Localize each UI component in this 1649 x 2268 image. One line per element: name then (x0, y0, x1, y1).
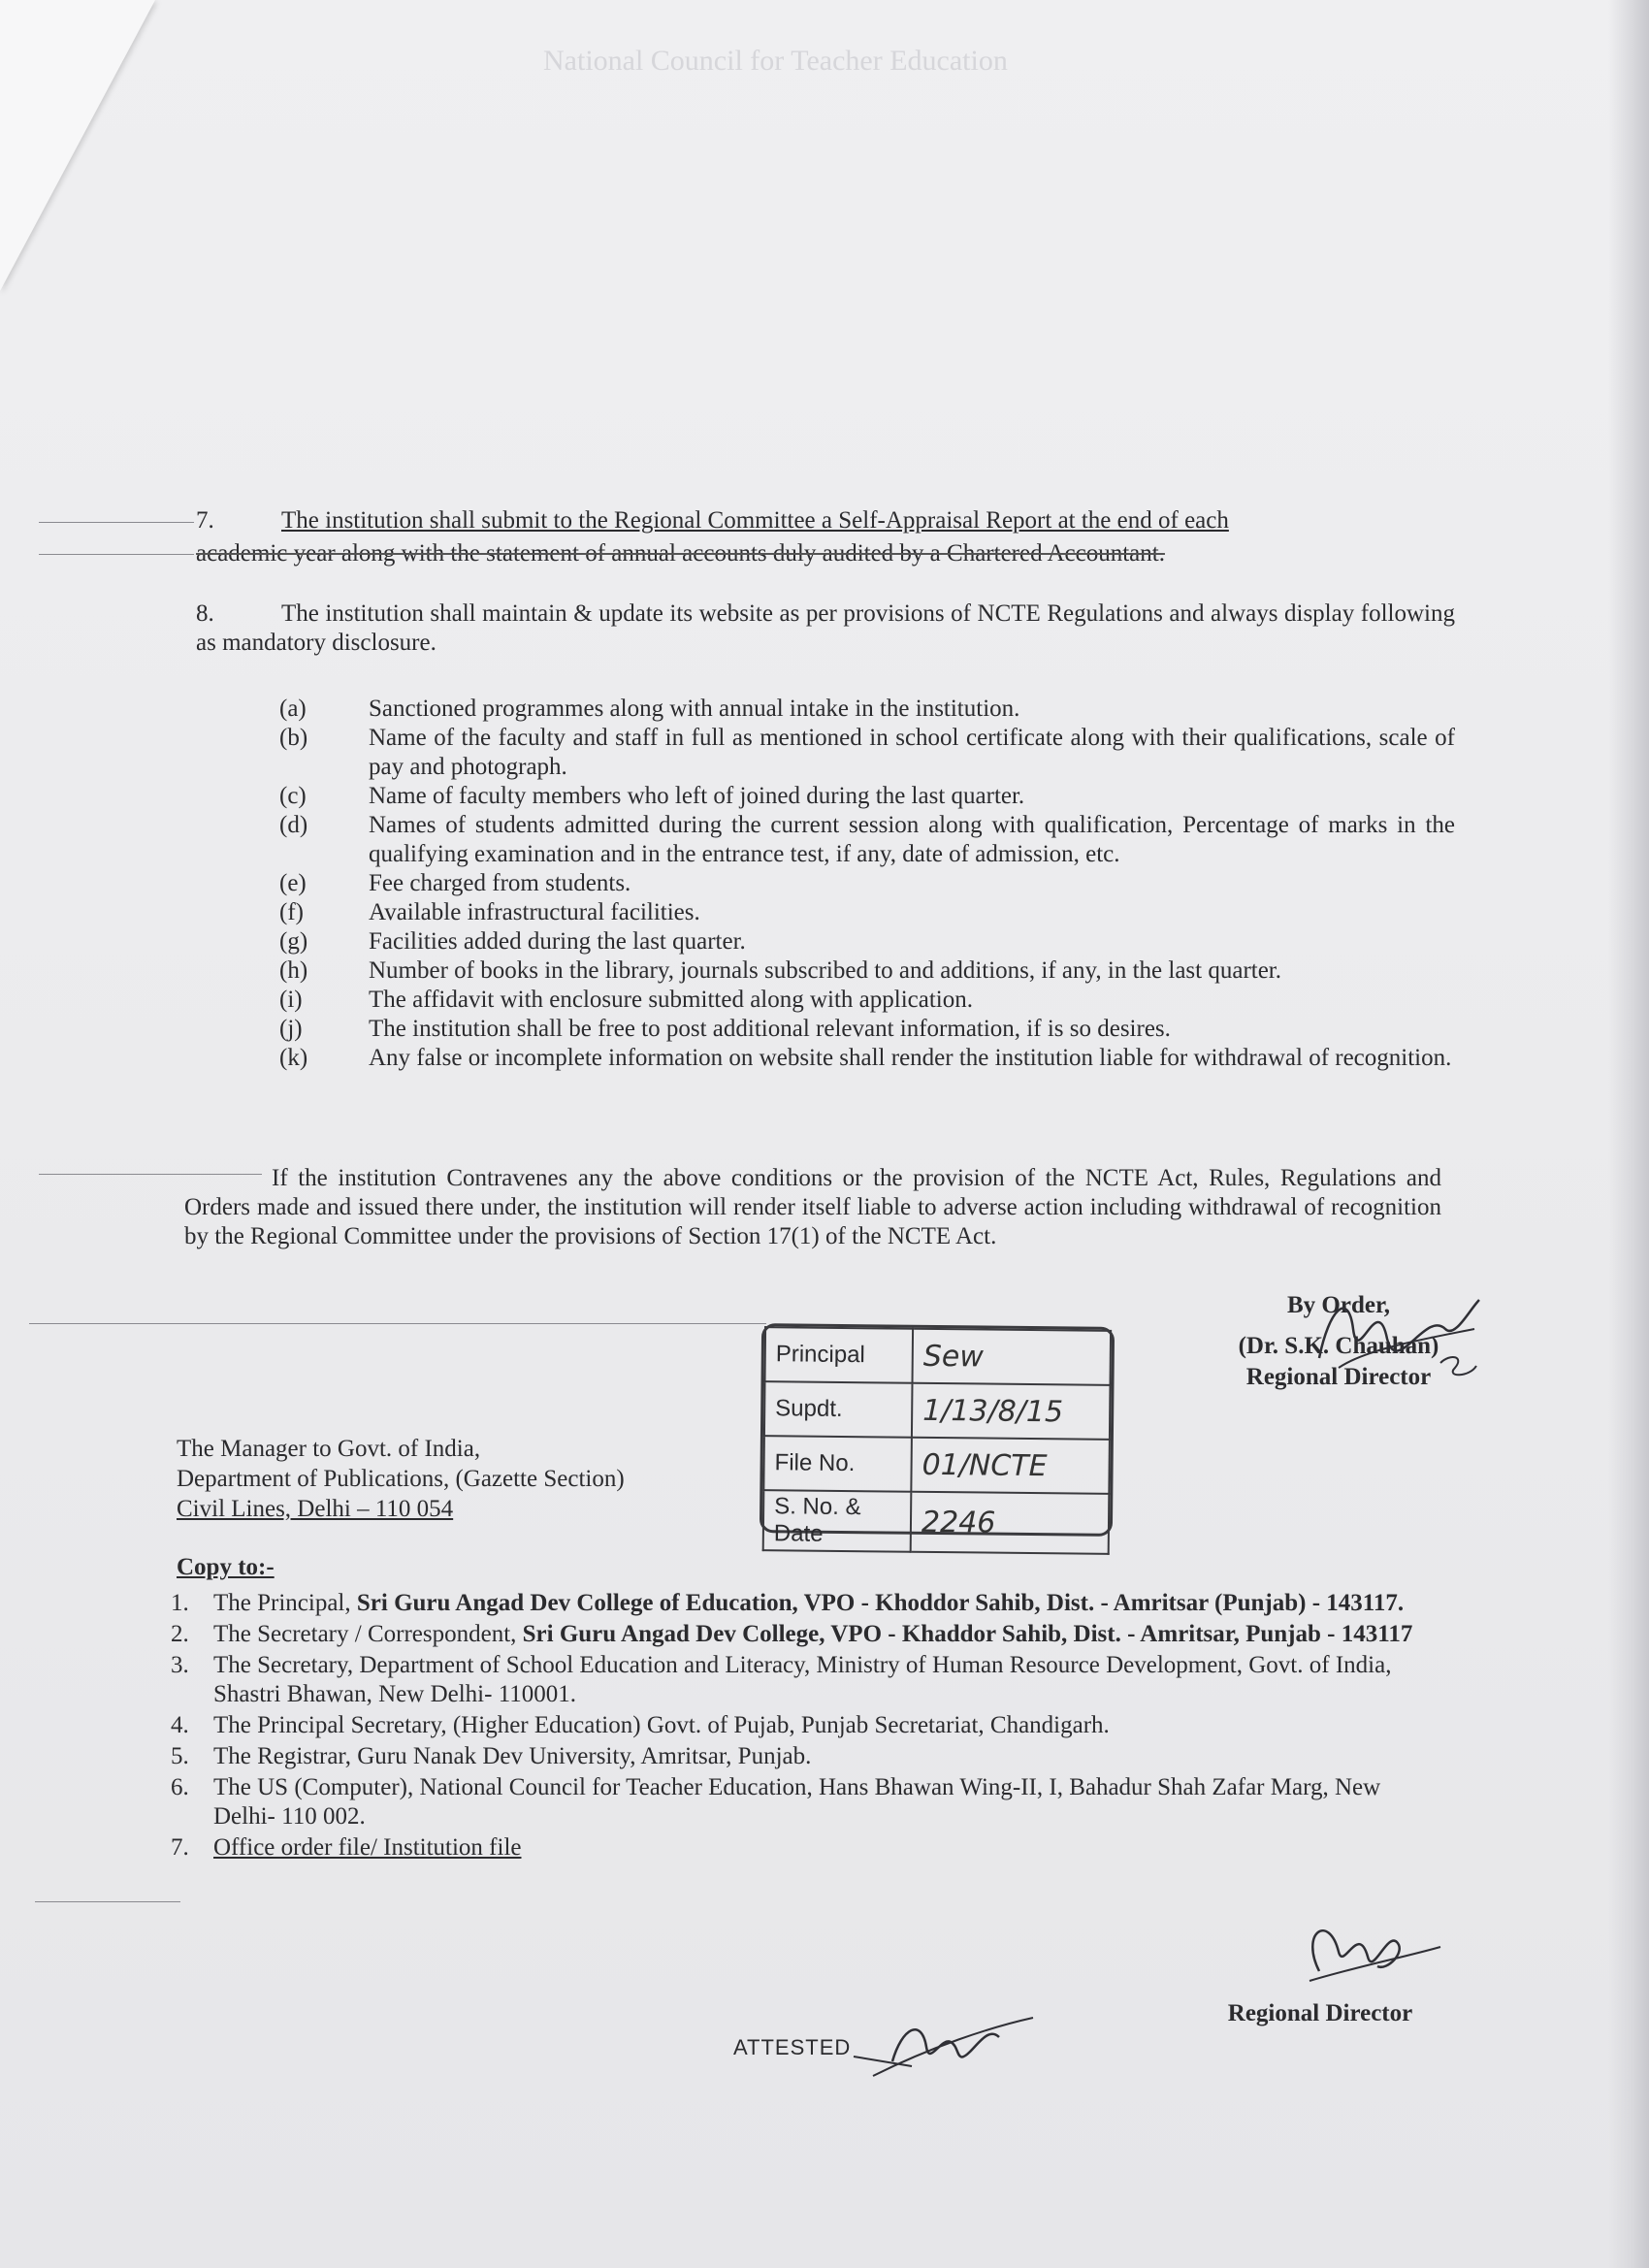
signatory-name: (Dr. S.K. Chauhan) (1238, 1333, 1439, 1359)
copy-to-list (171, 1589, 1432, 1864)
stamp-value: 1/13/8/15 (912, 1383, 1111, 1440)
list-item: (e) Fee charged from students. (279, 870, 631, 896)
item-8-text: The institution shall maintain & update its website as per provisions of NCTE Regulations and always display following as mandatory disclosure. (196, 600, 1455, 656)
stamp-value: Sew (913, 1329, 1112, 1385)
stamp-value: 01/NCTE (911, 1438, 1110, 1494)
copy-to-heading: Copy to:- (177, 1554, 275, 1580)
list-item: (i) The affidavit with enclosure submitted along with application. (279, 987, 973, 1013)
footer-signatory-title: Regional Director (1227, 2000, 1413, 2026)
address-line: Department of Publications, (Gazette Section) (177, 1466, 625, 1492)
contravene-paragraph: If the institution Contravenes any the above conditions or the provision of the NCTE Act, Rules, Regulations and Orders made and issued there under, the institution will render itself liable to adverse action including withdrawal of recognition by the Regional Committee under the provisions of Section 17(1) of the NCTE Act. (184, 1165, 1441, 1249)
address-line: The Manager to Govt. of India, (177, 1436, 481, 1462)
stamp-value: 2246 (911, 1492, 1110, 1554)
stamp-label: File No. (763, 1436, 912, 1492)
list-item: 2. The Secretary / Correspondent, Sri Guru Angad Dev College, VPO - Khaddor Sahib, Dist. - Amritsar, Punjab - 143117 (171, 1621, 1413, 1647)
list-item: 3. The Secretary, Department of School Education and Literacy, Ministry of Human Resource Development, Govt. of India, Shastri Bhawan, New Delhi- 110001. (171, 1652, 1392, 1707)
list-item: (f) Available infrastructural facilities. (279, 899, 700, 925)
list-item: (g) Facilities added during the last quarter. (279, 928, 746, 955)
director-signature (1310, 1271, 1484, 1407)
recipient-address (177, 1434, 625, 1524)
stamp-label: Principal (765, 1327, 914, 1383)
list-item: (h) Number of books in the library, journals subscribed to and additions, if any, in the last quarter. (279, 957, 1282, 984)
item-8-paragraph (196, 599, 1455, 658)
list-item: (j) The institution shall be free to post additional relevant information, if is so desires. (279, 1016, 1171, 1042)
by-order-label: By Order, (1286, 1292, 1391, 1318)
item-7-line-2: academic year along with the statement of annual accounts duly audited by a Chartered Accountant. (196, 540, 1165, 567)
footer-signature (1300, 1913, 1445, 1991)
margin-rule (39, 522, 194, 523)
attested-signature (854, 2008, 1038, 2086)
margin-rule (29, 1323, 766, 1324)
list-item: (a) Sanctioned programmes along with annual intake in the institution. (279, 696, 1020, 722)
disclosure-list (279, 695, 1455, 1073)
bleed-through-text: National Council for Teacher Education (543, 45, 1008, 77)
list-item: 1. The Principal, Sri Guru Angad Dev College of Education, VPO - Khoddor Sahib, Dist. - Amritsar (Punjab) - 143117. (171, 1590, 1405, 1616)
list-item: (k) Any false or incomplete information on website shall render the institution liable for withdrawal of recognition. (279, 1045, 1452, 1071)
stamp-label: Supdt. (764, 1381, 913, 1438)
page-corner-fold (0, 0, 155, 291)
page-edge-shadow (1608, 0, 1649, 2268)
stamp-label: S. No. & Date (763, 1490, 912, 1552)
list-item: 7. Office order file/ Institution file (171, 1834, 522, 1861)
margin-rule (35, 1901, 180, 1902)
item-8-number: 8. (196, 600, 214, 627)
signatory-title: Regional Director (1245, 1364, 1432, 1390)
list-item: (b) Name of the faculty and staff in full as mentioned in school certificate along with their qualifications, scale of pay and photograph. (279, 725, 1455, 780)
received-stamp (760, 1323, 1115, 1547)
item-7-line-1 (196, 506, 1457, 535)
item-7-number: 7. (196, 507, 214, 534)
list-item: (d) Names of students admitted during the current session along with qualification, Percentage of marks in the qualifying examination and in the entrance test, if any, date of admission, etc. (279, 812, 1455, 867)
margin-rule (39, 1174, 262, 1175)
item-7-text-a: The institution shall submit to the Regional Committee a Self-Appraisal Report at the end of each (281, 507, 1229, 534)
list-item: (c) Name of faculty members who left of joined during the last quarter. (279, 783, 1025, 809)
list-item: 4. The Principal Secretary, (Higher Education) Govt. of Pujab, Punjab Secretariat, Chandigarh. (171, 1712, 1110, 1738)
margin-rule (39, 554, 194, 555)
list-item: 6. The US (Computer), National Council for Teacher Education, Hans Bhawan Wing-II, I, Bahadur Shah Zafar Marg, New Delhi- 110 002. (171, 1774, 1381, 1830)
list-item: 5. The Registrar, Guru Nanak Dev University, Amritsar, Punjab. (171, 1743, 812, 1769)
attested-label: ATTESTED (733, 2035, 852, 2059)
address-line: Civil Lines, Delhi – 110 054 (177, 1496, 454, 1522)
